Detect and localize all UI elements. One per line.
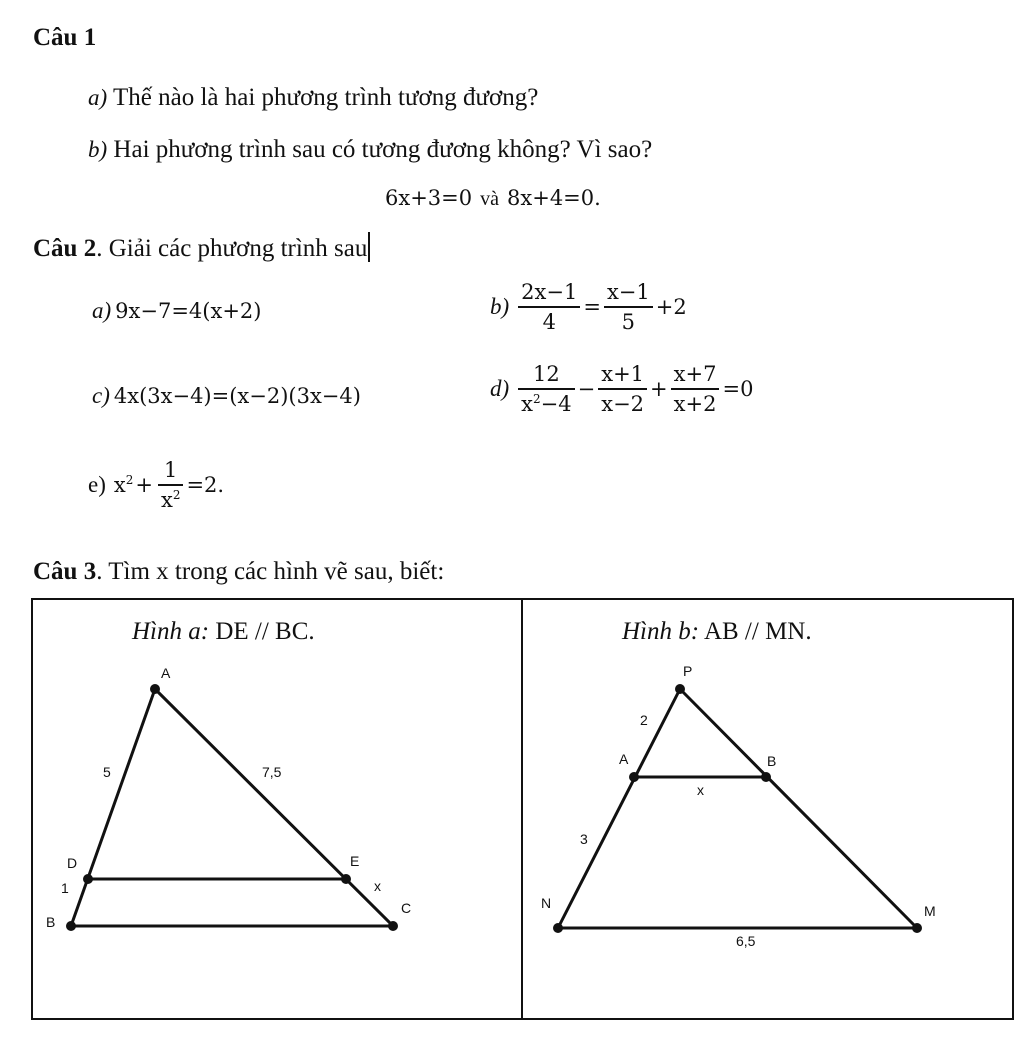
fig-a-cond: DE // BC.: [215, 618, 315, 645]
q1-b-label: b): [88, 137, 108, 162]
q2-e-plus: +: [135, 472, 153, 497]
label-EC-length: x: [374, 878, 381, 894]
side-AB: [71, 689, 155, 926]
side-PM: [680, 689, 917, 928]
label-AE-length: 7,5: [262, 764, 282, 780]
q1-eq2: 8x+4=0.: [507, 186, 601, 210]
q2-d-f2-num: x+1: [601, 362, 645, 386]
q2-d-tail: =0: [722, 376, 754, 401]
q2-b-f2-num: x−1: [606, 280, 650, 304]
fraction-bar: [671, 388, 720, 390]
q2-part-b: [490, 280, 687, 334]
fraction-bar: [518, 388, 574, 390]
q2-c-label: c): [92, 383, 110, 408]
point-D: [83, 874, 93, 884]
point-A: [629, 772, 639, 782]
q2-e-f-num: 1: [164, 458, 178, 482]
label-P: P: [683, 663, 693, 679]
q2-d-fraction-3: [671, 362, 720, 416]
q2-d-label: d): [490, 375, 510, 401]
q2-d-fraction-2: [598, 362, 647, 416]
fig-b-label: Hình b:: [622, 618, 700, 645]
q2-d-f1-den: x: [521, 391, 534, 416]
q2-d-f1-num: 12: [533, 362, 560, 386]
q2-d-plus: +: [650, 376, 668, 401]
label-C: C: [401, 900, 412, 916]
q2-b-f2-den: 5: [621, 309, 636, 334]
q2-e-f-den-wrap: [158, 488, 183, 512]
q2-d-f1-den-sup: 2: [533, 391, 541, 406]
q2-d-f3-num: x+7: [673, 362, 717, 386]
q2-d-f1-den-tail: −4: [540, 391, 572, 416]
fraction-bar: [158, 484, 183, 486]
label-AB-length: x: [697, 782, 704, 798]
q2-b-fraction-1: [518, 280, 580, 334]
fraction-bar: [604, 306, 653, 308]
point-C: [388, 921, 398, 931]
point-B: [66, 921, 76, 931]
label-DB-length: 1: [61, 880, 69, 896]
q2-b-eq-sign: =: [583, 294, 601, 319]
q2-e-tail: =2.: [186, 472, 225, 497]
q2-d-f1-den-wrap: [518, 392, 574, 416]
label-N: N: [541, 895, 552, 911]
q2-part-e: [88, 458, 224, 512]
side-PN: [558, 689, 680, 928]
q2-e-lead-wrap: [114, 473, 133, 497]
q2-d-fraction-1: [518, 362, 574, 416]
q2-title-rest: . Giải các phương trình sau: [96, 235, 368, 262]
label-B: B: [46, 914, 56, 930]
point-M: [912, 923, 922, 933]
q1-a-label: a): [88, 85, 108, 110]
label-NM-length: 6,5: [736, 933, 756, 949]
q2-d-minus: −: [577, 376, 596, 401]
side-AC: [155, 689, 393, 926]
figure-b-triangle: [523, 640, 1013, 1020]
label-A: A: [161, 665, 171, 681]
point-N: [553, 923, 563, 933]
label-D: D: [67, 855, 78, 871]
point-A: [150, 684, 160, 694]
q1-eq1: 6x+3=0: [385, 186, 473, 210]
fig-b-cond: AB // MN.: [703, 618, 812, 645]
fraction-bar: [598, 388, 647, 390]
point-B: [761, 772, 771, 782]
q2-c-eq: 4x(3x−4)=(x−2)(3x−4): [113, 384, 361, 408]
q2-e-f-den-sup: 2: [172, 487, 181, 502]
point-E: [341, 874, 351, 884]
q2-b-tail: +2: [655, 294, 687, 319]
q2-e-lead: x: [113, 472, 126, 497]
text-cursor: [368, 232, 370, 262]
q1-a-text: Thế nào là hai phương trình tương đương?: [112, 84, 539, 111]
label-B: B: [767, 753, 777, 769]
q3-title: Câu 3: [33, 558, 97, 585]
q2-e-fraction: [158, 458, 183, 512]
q3-title-rest: . Tìm x trong các hình vẽ sau, biết:: [96, 558, 445, 585]
figure-a-triangle: [31, 640, 521, 1020]
q1-b-text: Hai phương trình sau có tương đương không? Vì sao?: [113, 136, 653, 163]
q1-part-a: [88, 84, 538, 112]
label-PA-length: 2: [640, 712, 648, 728]
q2-b-fraction-2: [604, 280, 653, 334]
q2-a-eq: 9x−7=4(x+2): [115, 299, 262, 323]
q1-title: Câu 1: [33, 24, 97, 51]
q2-part-c: [92, 383, 361, 409]
q2-d-f3-den: x+2: [673, 391, 717, 416]
q2-b-f1-den: 4: [542, 309, 556, 334]
q2-title: Câu 2: [33, 235, 97, 262]
fraction-bar: [518, 306, 580, 308]
point-P: [675, 684, 685, 694]
fig-a-label: Hình a:: [132, 618, 210, 645]
q3-heading: [33, 558, 444, 586]
q2-e-label: e): [88, 471, 106, 497]
q2-a-label: a): [92, 298, 112, 323]
q2-part-d: [490, 362, 753, 416]
label-AD-length: 5: [103, 764, 111, 780]
q1-connector: và: [480, 188, 500, 210]
label-M: M: [924, 903, 936, 919]
q2-part-a: [92, 298, 261, 324]
q2-b-f1-num: 2x−1: [521, 280, 578, 304]
q1-part-b: [88, 136, 652, 164]
label-E: E: [350, 853, 360, 869]
q2-e-f-den: x: [160, 487, 173, 512]
label-AN-length: 3: [580, 831, 588, 847]
q2-e-lead-sup: 2: [125, 472, 134, 487]
q1-equations: [385, 186, 601, 211]
label-A: A: [619, 751, 629, 767]
q2-heading: [33, 232, 370, 263]
q2-b-label: b): [490, 293, 510, 319]
q2-d-f2-den: x−2: [601, 391, 645, 416]
